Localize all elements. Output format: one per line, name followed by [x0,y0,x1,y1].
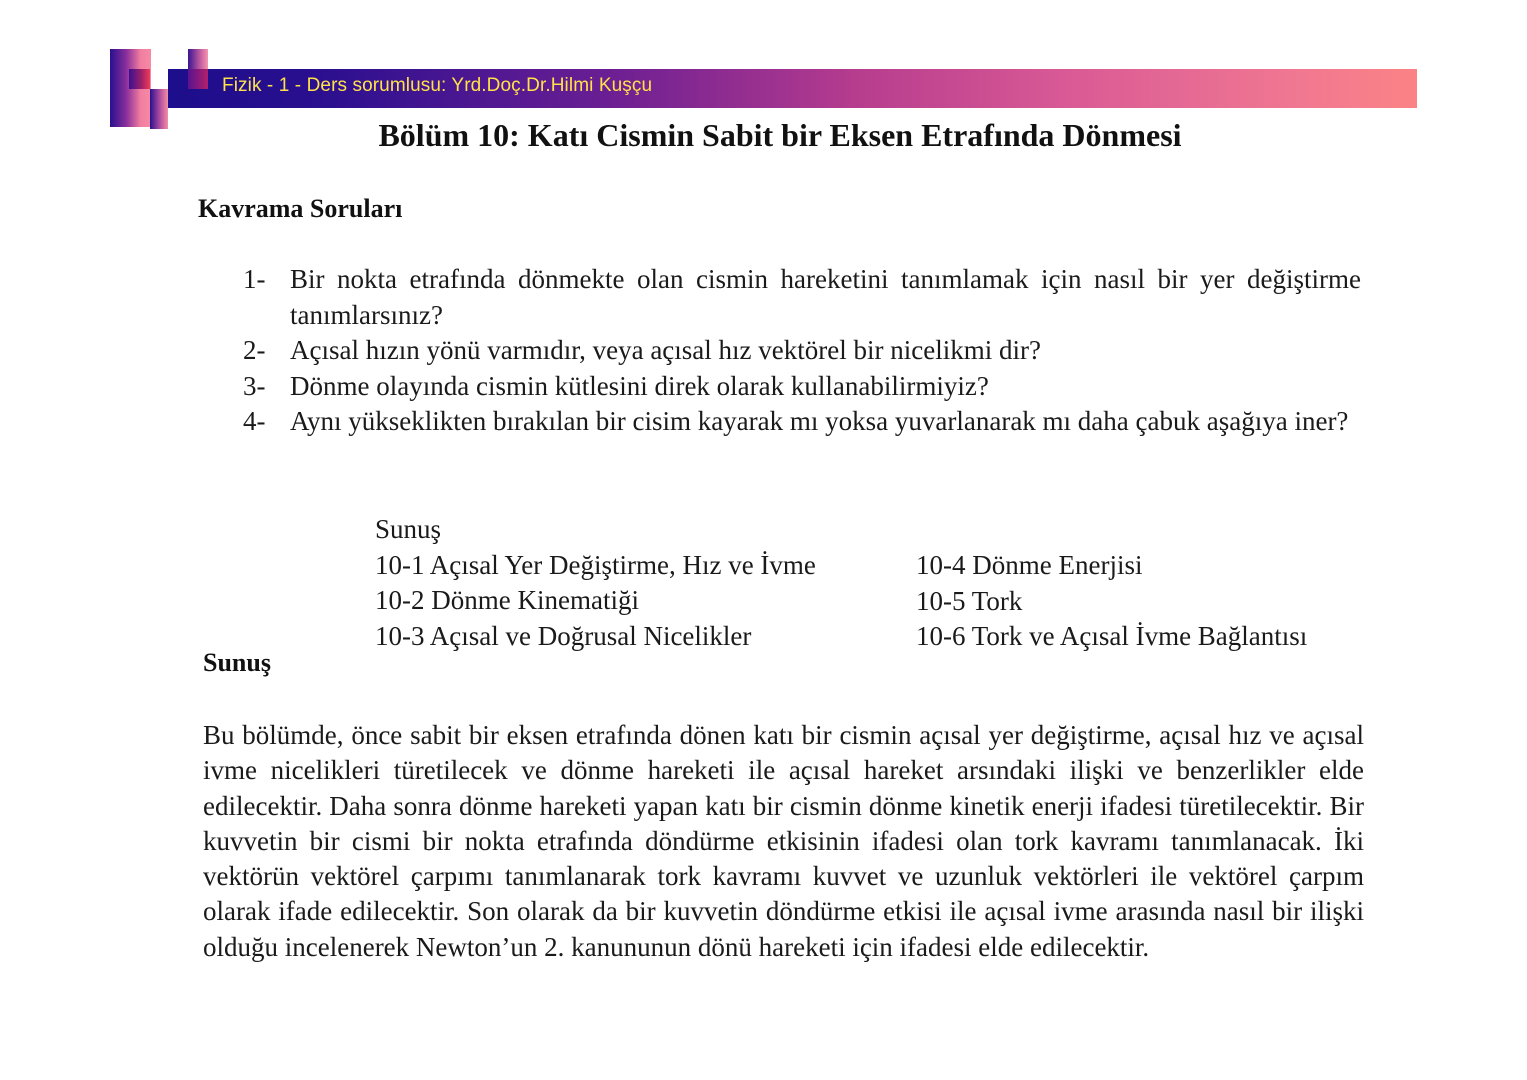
contents-item: 10-5 Tork [916,585,1023,616]
logo-block-icon [188,69,208,89]
logo-block-icon [129,69,150,89]
concept-questions-heading: Kavrama Soruları [198,194,403,223]
contents-item: 10-4 Dönme Enerjisi [916,550,1143,580]
contents-item: Sunuş [375,514,442,544]
contents-item: 10-3 Açısal ve Doğrusal Nicelikler [375,620,752,651]
page-title: Bölüm 10: Katı Cismin Sabit bir Eksen Etrafında Dönmesi [378,117,1182,153]
question-number: 2- [243,335,266,365]
question-number: 3- [243,370,266,401]
contents-item: 10-1 Açısal Yer Değiştirme, Hız ve İvme [375,549,816,580]
question-text: Dönme olayında cismin kütlesini direk olarak kullanabilirmiyiz? [290,370,989,401]
question-text: Aynı yükseklikten bırakılan bir cisim kayarak mı yoksa yuvarlanarak mı daha çabuk aşağıya iner? [290,406,1349,436]
question-text: Bir nokta etrafında dönmekte olan cismin hareketini tanımlamak için nasıl bir yer değiştirme tanımlarsınız? [290,264,1361,330]
logo-block-icon [188,49,208,69]
question-item [243,262,1361,333]
concept-questions-list [243,262,1361,440]
question-item [243,333,1361,369]
contents-item: 10-6 Tork ve Açısal İvme Bağlantısı [916,621,1308,651]
intro-paragraph: Bu bölümde, önce sabit bir eksen etrafında dönen katı bir cismin açısal yer değiştirme, açısal hız ve açısal ivme nicelikleri türetilecek ve dönme hareketi ile açısal hareket arsındaki ilişki ve benzerlikler elde edilecektir. Daha sonra dönme hareketi yapan katı bir cismin dönme kinetik enerji ifadesi türetilecektir. Bir kuvvetin bir cismi bir nokta etrafında döndürme etkisinin ifadesi olan tork kavramı tanımlanacak. İki vektörün vektörel çarpımı tanımlanarak tork kavramı kuvvet ve uzunluk vektörleri ile vektörel çarpım olarak ifade edilecektir. Son olarak da bir kuvvetin döndürme etkisi ile açısal ivme arasında nasıl bir ilişki olduğu incelenerek Newton’un 2. kanununun dönü hareketi için ifadesi elde edilecektir. [203,720,1364,962]
question-number: 4- [243,406,266,436]
course-label: Fizik - 1 - Ders sorumlusu: Yrd.Doç.Dr.Hilmi Kuşçu [222,75,653,96]
question-item [243,404,1361,440]
question-text: Açısal hızın yönü varmıdır, veya açısal hız vektörel bir nicelikmi dir? [290,335,1041,365]
intro-heading: Sunuş [203,648,271,677]
contents-left-column [375,512,816,654]
question-item [243,369,1361,405]
question-number: 1- [243,264,266,294]
contents-item: 10-2 Dönme Kinematiği [375,585,639,615]
contents-right-column [916,548,1307,655]
